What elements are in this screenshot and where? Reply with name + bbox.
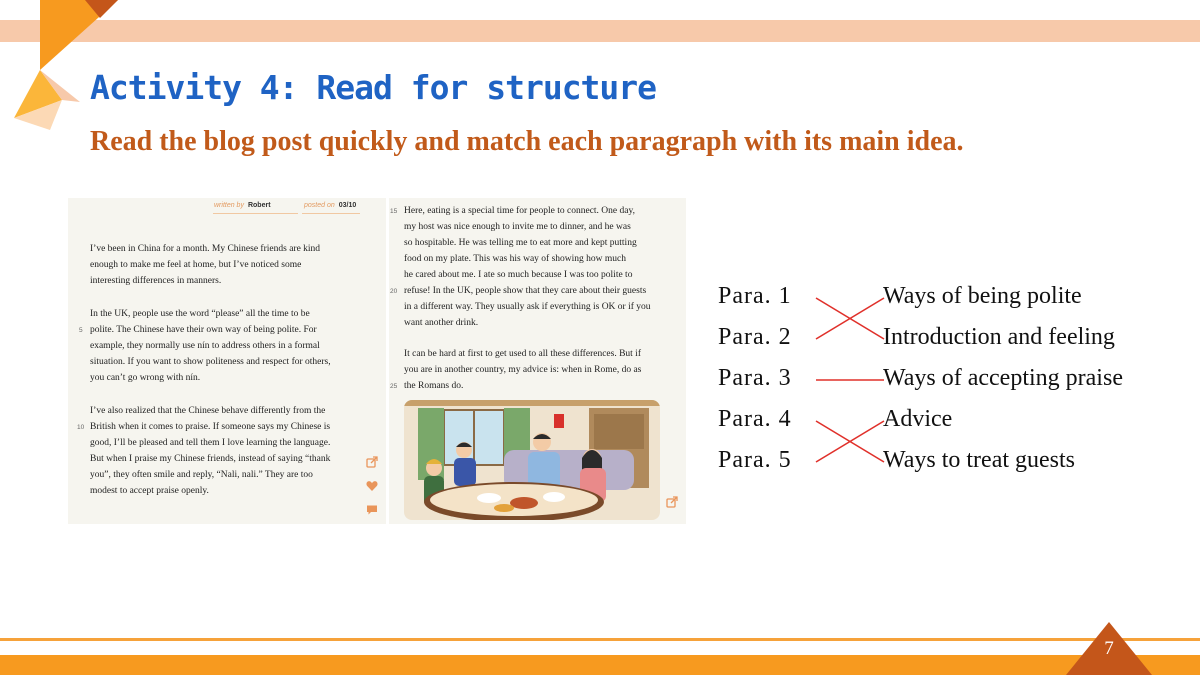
footer-stripe <box>0 638 1200 641</box>
line-number: 20 <box>390 288 398 295</box>
share-icon[interactable] <box>666 496 678 508</box>
blog-text-line: modest to accept praise openly. <box>90 486 209 496</box>
family-dinner-illustration <box>404 400 660 520</box>
matching-lines <box>812 290 888 475</box>
blog-post-panel <box>68 198 686 524</box>
blog-text-line: my host was nice enough to invite me to dinner, and he was <box>404 222 631 232</box>
slide-title: Activity 4: Read for structure <box>90 68 657 107</box>
main-idea-label: Ways of accepting praise <box>883 365 1123 391</box>
comment-icon[interactable] <box>366 504 378 516</box>
blog-text-line: you are in another country, my advice is: when in Rome, do as <box>404 365 642 375</box>
blog-text-line: polite. The Chinese have their own way of being polite. For <box>90 325 317 335</box>
blog-text-line: enough to make me feel at home, but I’ve noticed some <box>90 260 302 270</box>
blog-text-line: situation. If you want to show politeness and respect for others, <box>90 357 331 367</box>
line-number: 25 <box>390 383 398 390</box>
blog-text-line: In the UK, people use the word “please” all the time to be <box>90 309 310 319</box>
blog-text-line: example, they normally use nín to address others in a formal <box>90 341 320 351</box>
main-idea-label: Ways of being polite <box>883 283 1082 309</box>
paragraph-label: Para. 3 <box>718 365 792 391</box>
line-number: 10 <box>77 424 85 431</box>
share-icon[interactable] <box>366 456 378 468</box>
posted-on-label: posted on <box>304 202 335 209</box>
blog-left-column <box>68 198 386 524</box>
post-date: 03/10 <box>338 202 357 209</box>
paragraph-label: Para. 5 <box>718 447 792 473</box>
blog-text-line: interesting differences in manners. <box>90 276 222 286</box>
top-decorative-band <box>0 20 1200 42</box>
footer-band <box>0 655 1200 675</box>
main-idea-label: Introduction and feeling <box>883 324 1115 350</box>
blog-text-line: he cared about me. I ate so much because I was too polite to <box>404 270 633 280</box>
paragraph-label: Para. 1 <box>718 283 792 309</box>
paragraph-label: Para. 2 <box>718 324 792 350</box>
blog-text-line: the Romans do. <box>404 381 464 391</box>
blog-text-line: refuse! In the UK, people show that they care about their guests <box>404 286 647 296</box>
meta-divider <box>302 213 360 214</box>
author-name: Robert <box>247 202 271 209</box>
written-by-label: written by <box>214 202 244 209</box>
line-number: 5 <box>79 327 83 334</box>
blog-text-line: I’ve been in China for a month. My Chinese friends are kind <box>90 244 321 254</box>
paragraph-label: Para. 4 <box>718 406 792 432</box>
blog-text-line: good, I’ll be pleased and tell them I love learning the language. <box>90 438 331 448</box>
blog-text-line: British when it comes to praise. If someone says my Chinese is <box>90 422 331 432</box>
date-meta <box>304 202 356 209</box>
author-meta <box>214 202 271 209</box>
main-idea-label: Ways to treat guests <box>883 447 1076 473</box>
blog-text-line: want another drink. <box>404 318 479 328</box>
meta-divider <box>213 213 298 214</box>
blog-text-line: in a different way. They usually ask if everything is OK or if you <box>404 302 651 312</box>
blog-text-line: you can’t go wrong with nín. <box>90 373 201 383</box>
main-idea-label: Advice <box>883 406 953 432</box>
blog-text-line: you”, they often smile and reply, “Nali, nali.” They are too <box>90 470 313 480</box>
heart-icon[interactable] <box>366 480 378 492</box>
page-number: 7 <box>1104 638 1114 659</box>
blog-text-line: food on my plate. This was his way of showing how much <box>404 254 626 264</box>
blog-text-line: so hospitable. He was telling me to eat more and kept putting <box>404 238 637 248</box>
blog-text-line: I’ve also realized that the Chinese behave differently from the <box>90 406 326 416</box>
blog-text-line: But when I praise my Chinese friends, instead of saying “thank <box>90 454 331 464</box>
instruction-text: Read the blog post quickly and match each paragraph with its main idea. <box>90 126 964 157</box>
blog-text-line: It can be hard at first to get used to all these differences. But if <box>404 349 641 359</box>
blog-text-line: Here, eating is a special time for people to connect. One day, <box>404 206 635 216</box>
line-number: 15 <box>390 208 398 215</box>
